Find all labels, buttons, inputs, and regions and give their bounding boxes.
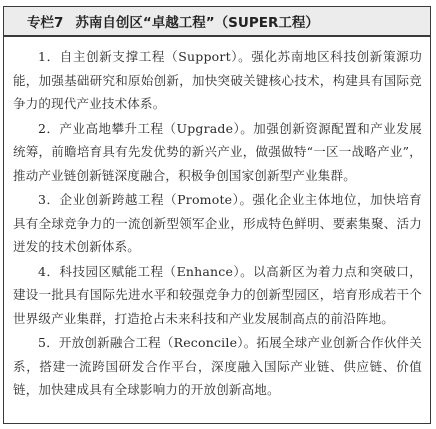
column-body bbox=[4, 37, 430, 402]
column-header bbox=[4, 7, 430, 37]
item-upgrade: 2．产业高地攀升工程（Upgrade）。加强创新资源配置和产业发展统筹，前瞻培育具有先发优势的新兴产业，做强做特“一区一战略产业”，推动产业链创新链深度融合，积极争创国家创新型产业集群。 bbox=[13, 120, 422, 183]
column-box bbox=[3, 6, 431, 424]
column-label: 专栏7 bbox=[27, 15, 64, 31]
item-enhance: 4．科技园区赋能工程（Enhance）。以高新区为着力点和突破口，建设一批具有国际先进水平和较强竞争力的创新型园区，培育形成若干个世界级产业集群，打造抢占未来科技和产业发展制高点的前沿阵地。 bbox=[13, 263, 422, 326]
item-promote: 3．企业创新跨越工程（Promote）。强化企业主体地位，加快培育具有全球竞争力的一流创新型领军企业，形成特色鲜明、要素集聚、活力迸发的技术创新体系。 bbox=[13, 192, 422, 254]
column-title: 苏南自创区“卓越工程”（SUPER工程） bbox=[75, 15, 319, 31]
item-reconcile: 5．开放创新融合工程（Reconcile）。拓展全球产业创新合作伙伴关系，搭建一流跨国研发合作平台，深度融入国际产业链、供应链、价值链，加快建成具有全球影响力的开放创新高地。 bbox=[13, 335, 422, 397]
item-support: 1．自主创新支撑工程（Support）。强化苏南地区科技创新策源功能，加强基础研究和原始创新，加快突破关键核心技术，构建具有国际竞争力的现代产业技术体系。 bbox=[13, 49, 422, 111]
